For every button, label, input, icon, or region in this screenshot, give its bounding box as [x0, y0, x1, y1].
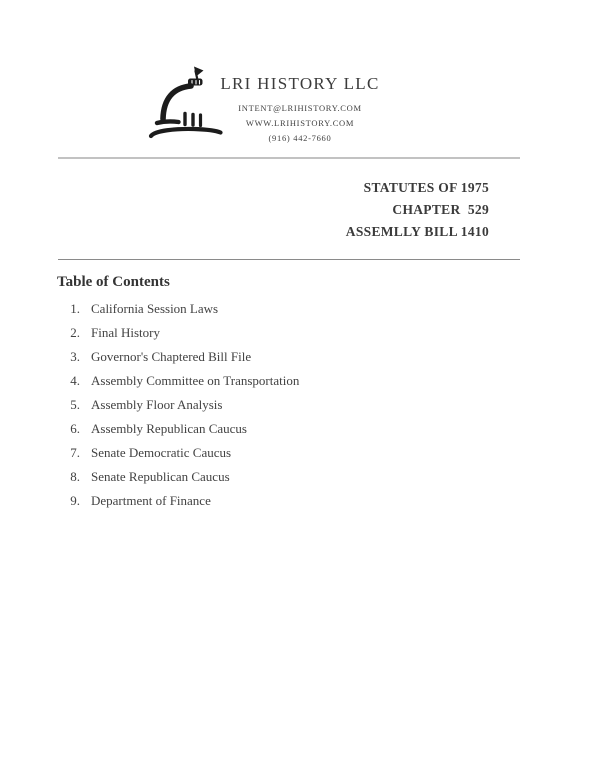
toc-item-number: 5.	[70, 397, 80, 412]
toc-item	[57, 417, 299, 441]
company-phone: (916) 442-7660	[268, 133, 332, 143]
toc-item-number: 8.	[70, 469, 80, 484]
toc-item-label: Governor's Chaptered Bill File	[91, 349, 252, 364]
divider-bottom	[58, 259, 520, 260]
toc-item-number: 3.	[70, 349, 80, 364]
toc-item-label: Final History	[91, 325, 160, 340]
toc-item-label: Assembly Republican Caucus	[91, 421, 247, 436]
statutes-line: STATUTES OF 1975	[363, 180, 489, 195]
letterhead	[0, 74, 600, 146]
toc-item	[57, 297, 299, 321]
toc-item-label: Senate Republican Caucus	[91, 469, 230, 484]
toc-item-label: Assembly Floor Analysis	[91, 397, 223, 412]
toc-item-label: California Session Laws	[91, 301, 219, 316]
company-name: LRI HISTORY LLC	[220, 74, 380, 93]
toc-list	[57, 297, 299, 513]
company-email: INTENT@LRIHISTORY.COM	[238, 103, 362, 113]
toc-item	[57, 393, 299, 417]
toc-title: Table of Contents	[57, 274, 170, 290]
toc-item	[57, 441, 299, 465]
toc-item-number: 2.	[70, 325, 80, 340]
bill-reference	[346, 177, 489, 243]
toc-item-number: 4.	[70, 373, 80, 388]
toc-item-label: Senate Democratic Caucus	[91, 445, 232, 460]
toc-item	[57, 465, 299, 489]
toc-item-label: Department of Finance	[91, 493, 211, 508]
toc-item-number: 1.	[70, 301, 80, 316]
toc-item	[57, 369, 299, 393]
bill-number-line: ASSEMLLY BILL 1410	[345, 224, 489, 239]
chapter-line: CHAPTER 529	[392, 202, 489, 217]
toc-item-number: 7.	[70, 445, 80, 460]
toc-item-number: 6.	[70, 421, 80, 436]
toc-item-number: 9.	[70, 493, 80, 508]
contact-lines	[0, 101, 600, 146]
toc-item	[57, 345, 299, 369]
divider-top	[58, 157, 520, 159]
toc-item-label: Assembly Committee on Transportation	[91, 373, 300, 388]
toc-item	[57, 321, 299, 345]
company-website: WWW.LRIHISTORY.COM	[245, 118, 355, 128]
toc-item	[57, 489, 299, 513]
